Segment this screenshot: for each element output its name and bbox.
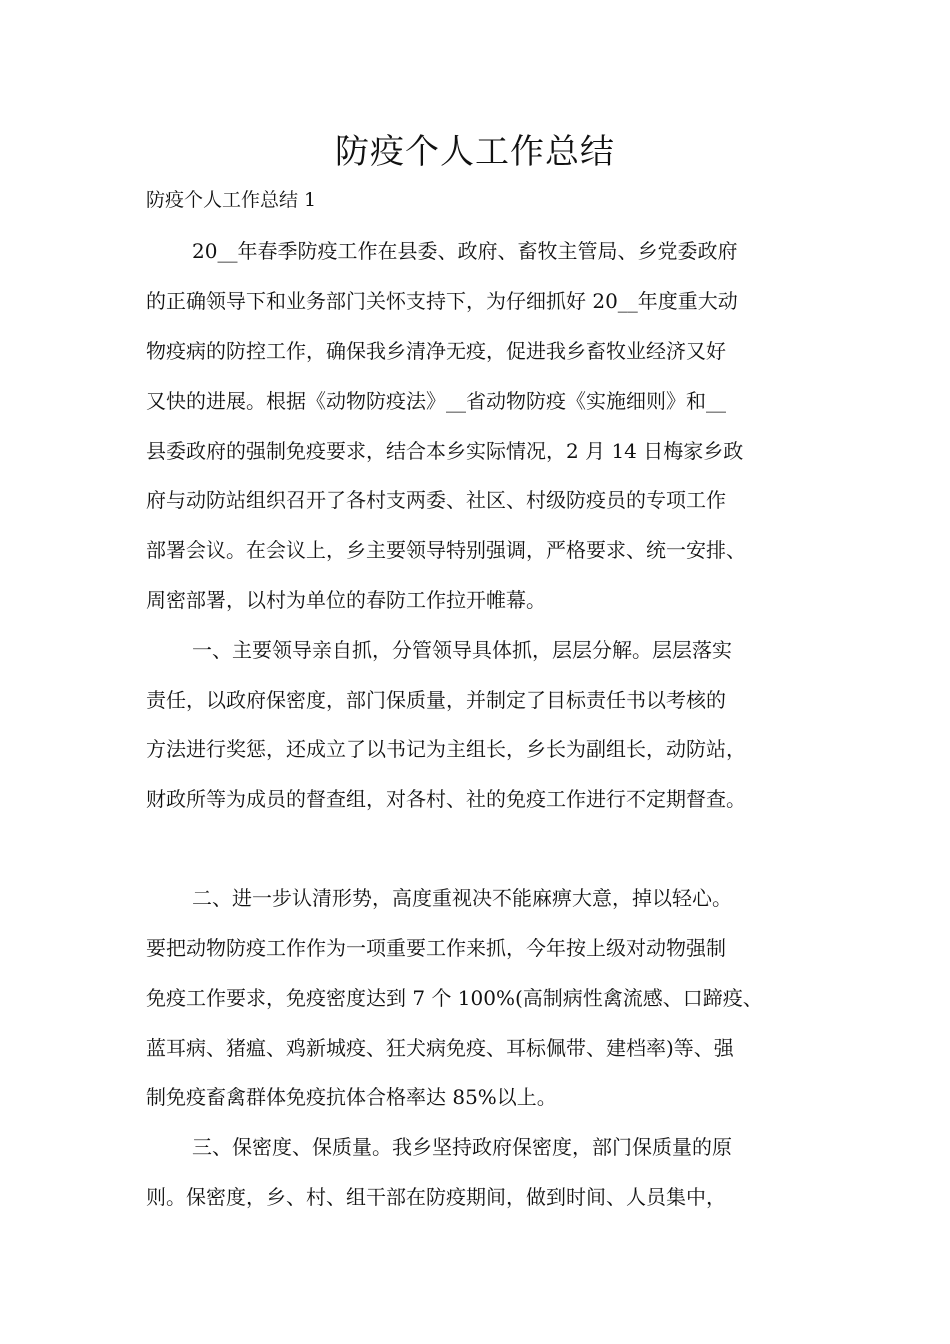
paragraph-line: 府与动防站组织召开了各村支两委、社区、村级防疫员的专项工作: [146, 488, 726, 512]
section-heading: 防疫个人工作总结 1: [146, 189, 317, 211]
paragraph-line: 部署会议。在会议上，乡主要领导特别强调，严格要求、统一安排、: [146, 538, 746, 562]
paragraph-line: 二、进一步认清形势，高度重视决不能麻痹大意，掉以轻心。: [192, 886, 732, 910]
paragraph-line: 则。保密度，乡、村、组干部在防疫期间，做到时间、人员集中，: [146, 1185, 726, 1209]
paragraph-line: 蓝耳病、猪瘟、鸡新城疫、狂犬病免疫、耳标佩带、建档率)等、强: [146, 1036, 734, 1060]
paragraph-line: 方法进行奖惩，还成立了以书记为主组长，乡长为副组长，动防站，: [146, 737, 746, 761]
paragraph-line: 责任，以政府保密度，部门保质量，并制定了目标责任书以考核的: [146, 688, 726, 712]
paragraph-line: 又快的进展。根据《动物防疫法》__省动物防疫《实施细则》和__: [146, 389, 726, 413]
paragraph-line: 周密部署，以村为单位的春防工作拉开帷幕。: [146, 588, 546, 612]
paragraph-line: 县委政府的强制免疫要求，结合本乡实际情况，2 月 14 日梅家乡政: [146, 439, 744, 463]
paragraph-line: 20__年春季防疫工作在县委、政府、畜牧主管局、乡党委政府: [192, 239, 738, 263]
paragraph-line: 三、保密度、保质量。我乡坚持政府保密度，部门保质量的原: [192, 1135, 732, 1159]
paragraph-line: 免疫工作要求，免疫密度达到 7 个 100%(高制病性禽流感、口蹄疫、: [146, 986, 763, 1010]
paragraph-line: 财政所等为成员的督查组，对各村、社的免疫工作进行不定期督查。: [146, 787, 746, 811]
paragraph-line: 制免疫畜禽群体免疫抗体合格率达 85%以上。: [146, 1085, 557, 1109]
paragraph-line: 的正确领导下和业务部门关怀支持下，为仔细抓好 20__年度重大动: [146, 289, 738, 313]
page-title: 防疫个人工作总结: [335, 132, 615, 172]
paragraph-line: 一、主要领导亲自抓，分管领导具体抓，层层分解。层层落实: [192, 638, 732, 662]
paragraph-line: 物疫病的防控工作，确保我乡清净无疫，促进我乡畜牧业经济又好: [146, 339, 726, 363]
paragraph-line: 要把动物防疫工作作为一项重要工作来抓，今年按上级对动物强制: [146, 936, 726, 960]
